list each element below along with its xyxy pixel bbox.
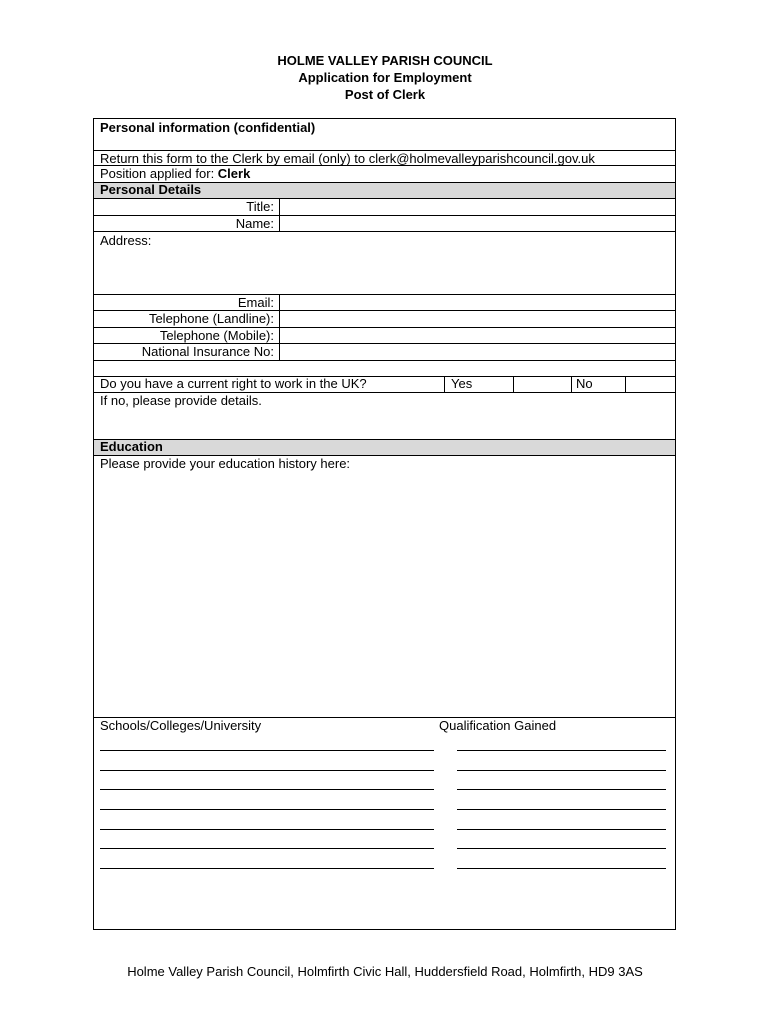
name-input[interactable] [279,216,675,231]
schools-section [94,718,675,929]
qualification-line[interactable] [457,770,666,771]
yes-box[interactable] [513,377,572,392]
right-to-work-row [94,377,675,393]
return-note: Return this form to the Clerk by email (only) to clerk@holmevalleyparishcouncil.gov.uk [100,151,595,166]
school-line[interactable] [100,848,434,849]
school-line[interactable] [100,789,434,790]
school-line[interactable] [100,868,434,869]
qualification-line[interactable] [457,868,666,869]
tel-landline-input[interactable] [279,311,675,327]
application-form [93,118,676,930]
education-heading-row [94,440,675,456]
tel-mobile-label: Telephone (Mobile): [159,328,274,343]
qualification-line[interactable] [457,848,666,849]
form-title: Application for Employment [298,70,472,85]
council-name: HOLME VALLEY PARISH COUNCIL [277,53,493,68]
spacer-row [94,361,675,377]
tel-mobile-row [94,328,675,344]
schools-label: Schools/Colleges/University [100,718,262,733]
school-line[interactable] [100,750,434,751]
details-prompt: If no, please provide details. [100,393,262,408]
name-row [94,216,675,232]
title-input[interactable] [279,199,675,215]
personal-details-heading-row [94,183,675,199]
divider [444,377,445,392]
qualification-line[interactable] [457,809,666,810]
education-heading: Education [100,439,163,454]
ni-row [94,344,675,361]
personal-info-section [94,119,675,151]
address-field[interactable] [94,232,675,295]
school-line[interactable] [100,809,434,810]
right-to-work-details-field[interactable] [94,393,675,440]
email-label: Email: [237,295,274,310]
return-note-row [94,151,675,166]
position-field [100,166,250,182]
email-input[interactable] [279,295,675,310]
name-label: Name: [235,216,274,231]
qualification-line[interactable] [457,750,666,751]
title-label: Title: [246,199,274,214]
tel-mobile-input[interactable] [279,328,675,343]
qualification-line[interactable] [457,789,666,790]
education-prompt: Please provide your education history here: [100,456,351,471]
title-row [94,199,675,216]
position-label: Position applied for: [100,166,218,181]
position-value: Clerk [217,166,251,181]
personal-details-heading: Personal Details [100,182,202,197]
position-row [94,166,675,183]
school-line[interactable] [100,829,434,830]
ni-label: National Insurance No: [141,344,274,359]
no-box[interactable] [625,377,675,392]
email-row [94,295,675,311]
yes-label: Yes [451,376,473,391]
personal-info-heading: Personal information (confidential) [100,120,316,135]
no-label: No [576,376,593,391]
education-history-field[interactable] [94,456,675,718]
qualification-line[interactable] [457,829,666,830]
school-line[interactable] [100,770,434,771]
post-title: Post of Clerk [344,87,426,102]
footer-address: Holme Valley Parish Council, Holmfirth Civic Hall, Huddersfield Road, Holmfirth, HD9 3AS [127,964,643,979]
ni-input[interactable] [279,344,675,360]
tel-landline-label: Telephone (Landline): [148,311,274,326]
form-header [0,52,770,103]
qualification-label: Qualification Gained [439,718,557,733]
address-label: Address: [100,233,152,248]
tel-landline-row [94,311,675,328]
right-to-work-question: Do you have a current right to work in the UK? [100,376,367,391]
